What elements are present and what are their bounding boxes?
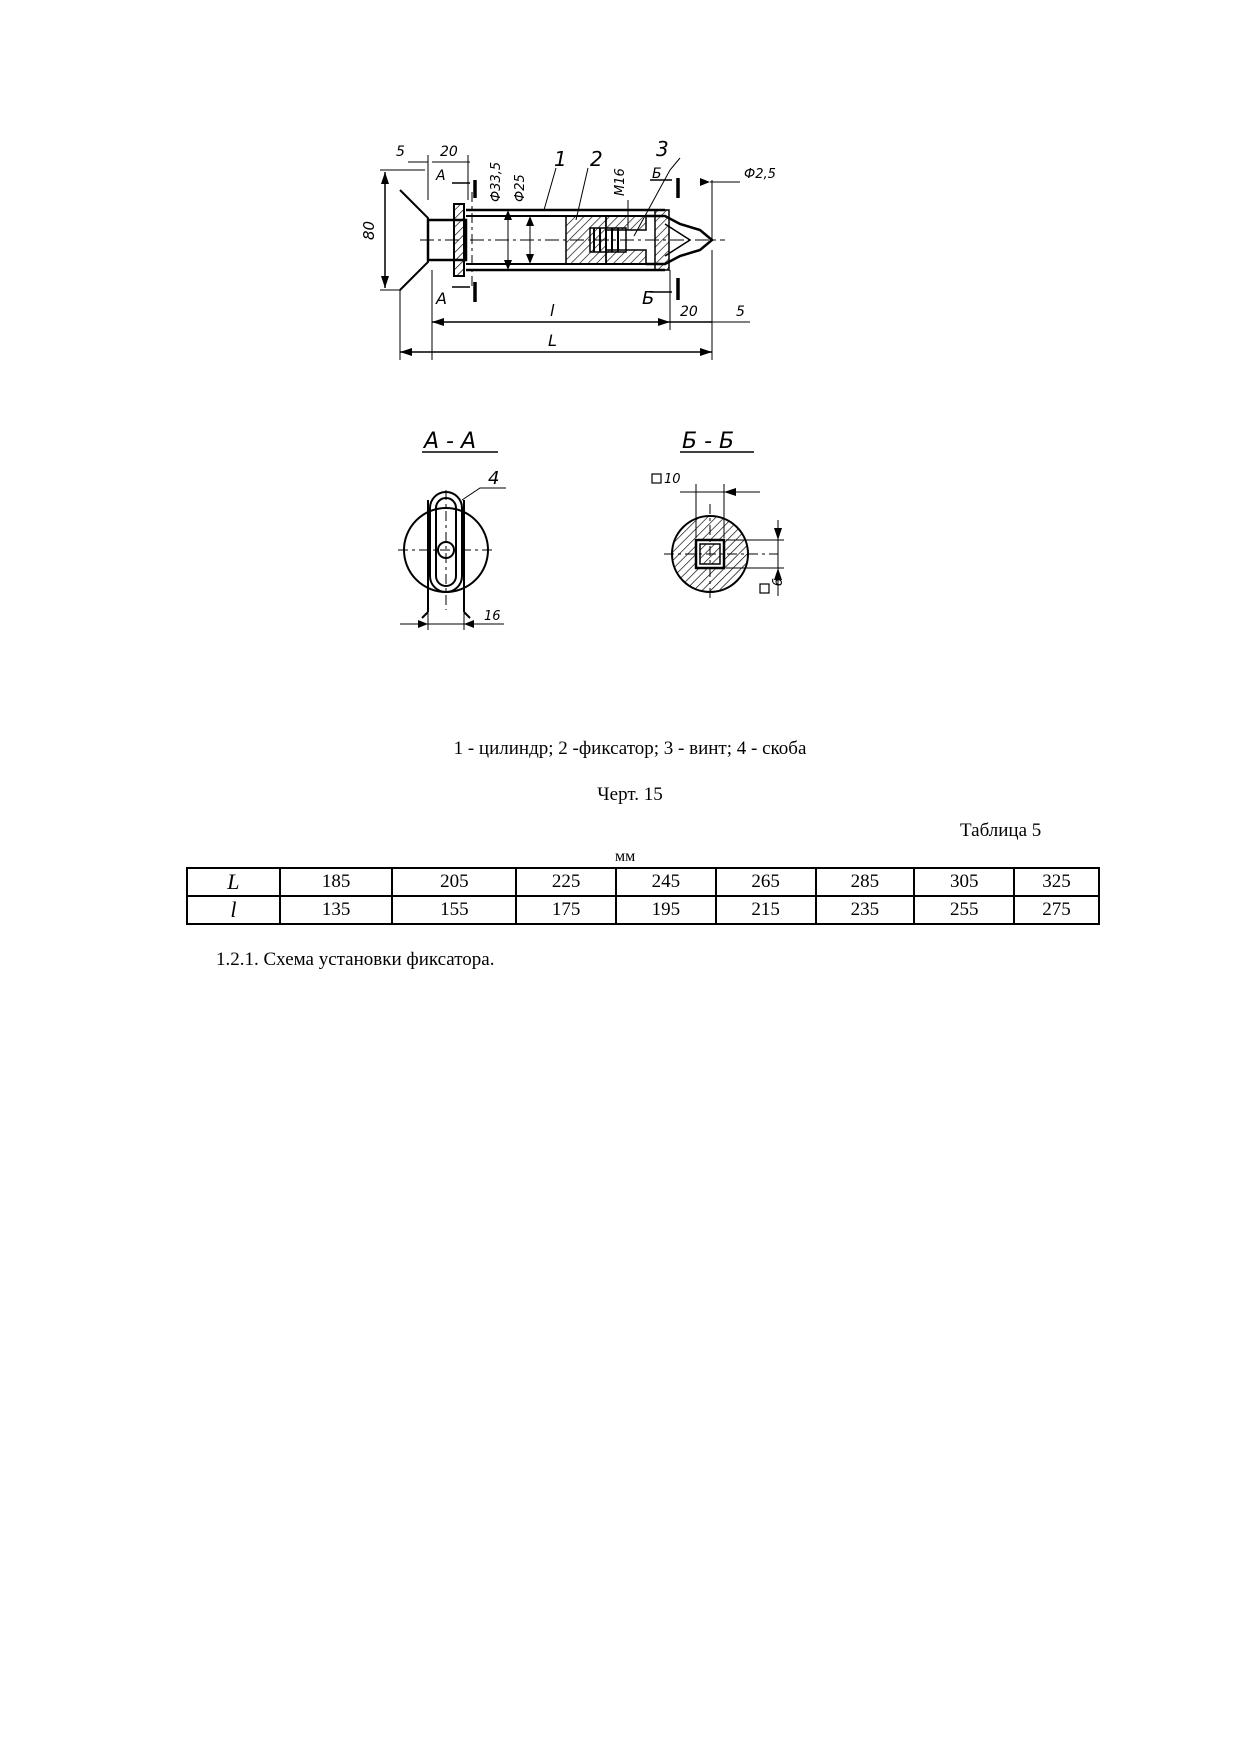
dim-phi33: Ф33,5 [489, 161, 504, 202]
table-row [187, 896, 1099, 924]
dim-phi25: Ф25 [513, 174, 528, 202]
table-cell: 235 [816, 896, 915, 924]
table-cell: 305 [914, 868, 1014, 896]
main-view [380, 155, 750, 360]
table-cell: 265 [716, 868, 816, 896]
callout-1: 1 [554, 147, 567, 171]
table-cell: 225 [516, 868, 616, 896]
dim-L: L [548, 331, 557, 350]
section-paragraph: 1.2.1. Схема установки фиксатора. [216, 949, 495, 970]
section-title-aa: А - А [424, 429, 477, 454]
section-mark-b-bottom: Б [642, 288, 655, 309]
section-mark-b-top: Б [652, 166, 662, 182]
dimensions-table [186, 867, 1100, 925]
dim-m16: М16 [613, 168, 628, 196]
dim-5-right: 5 [736, 304, 745, 320]
dim-l: l [550, 301, 555, 320]
figure-label: Черт. 15 [597, 784, 663, 805]
section-title-bb: Б - Б [682, 429, 735, 454]
drawing-svg [360, 137, 920, 720]
table-cell: 175 [516, 896, 616, 924]
table-cell: 245 [616, 868, 716, 896]
table-cell: 205 [392, 868, 516, 896]
section-mark-a-bottom: А [436, 289, 447, 308]
table-cell: 275 [1014, 896, 1099, 924]
square-symbol-right [760, 584, 769, 593]
table-cell: 185 [280, 868, 393, 896]
table-cell: 195 [616, 896, 716, 924]
square-symbol-top [652, 474, 661, 483]
table-cell: 215 [716, 896, 816, 924]
table-cell: 285 [816, 868, 915, 896]
table-row [187, 868, 1099, 896]
row-label: L [187, 868, 280, 896]
table-unit: мм [615, 848, 636, 865]
dim-20-top: 20 [440, 144, 458, 160]
section-mark-a-top: А [436, 168, 446, 184]
table-cell: 255 [914, 896, 1014, 924]
handle-lower [400, 244, 428, 290]
table-cell: 135 [280, 896, 393, 924]
callout-4: 4 [488, 468, 500, 489]
dim-16: 16 [484, 609, 501, 624]
dim-sq10: 10 [664, 472, 681, 487]
figure-caption: 1 - цилиндр; 2 -фиксатор; 3 - винт; 4 - скоба [453, 738, 807, 759]
table-cell: 325 [1014, 868, 1099, 896]
table-title: Таблица 5 [960, 820, 1042, 841]
dim-phi2-5: Ф2,5 [744, 167, 776, 182]
callout-2: 2 [590, 147, 603, 171]
dim-80: 80 [360, 220, 378, 240]
dim-20-right: 20 [680, 304, 698, 320]
row-label: l [187, 896, 280, 924]
dim-sq9: 9 [768, 578, 783, 587]
callout-3: 3 [656, 137, 669, 161]
table-cell: 155 [392, 896, 516, 924]
dim-5-left: 5 [396, 144, 405, 160]
handle-upper [400, 190, 428, 236]
technical-drawing [360, 137, 920, 720]
